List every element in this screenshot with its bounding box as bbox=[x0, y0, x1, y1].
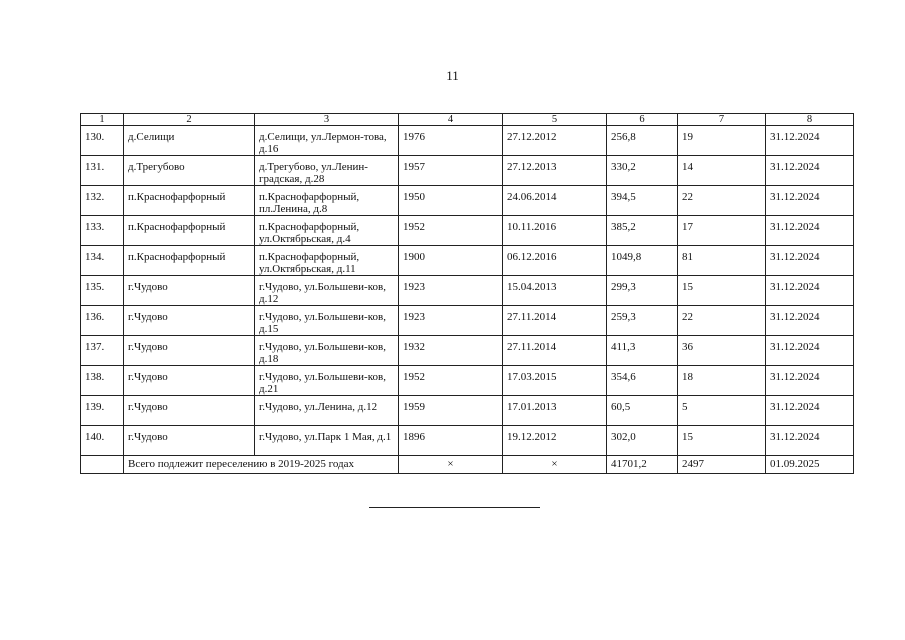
year-built-cell: 1896 bbox=[399, 426, 503, 456]
total-date: × bbox=[503, 456, 607, 474]
address-cell: г.Чудово, ул.Большеви-ков, д.21 bbox=[255, 366, 399, 396]
residents-cell: 22 bbox=[678, 186, 766, 216]
residents-cell: 15 bbox=[678, 276, 766, 306]
residents-cell: 22 bbox=[678, 306, 766, 336]
row-number-cell: 138. bbox=[81, 366, 124, 396]
settlement-cell: г.Чудово bbox=[124, 336, 255, 366]
recognition-date-cell: 19.12.2012 bbox=[503, 426, 607, 456]
column-header: 8 bbox=[766, 114, 854, 126]
closing-rule bbox=[369, 507, 540, 508]
year-built-cell: 1950 bbox=[399, 186, 503, 216]
recognition-date-cell: 27.12.2012 bbox=[503, 126, 607, 156]
settlement-cell: п.Краснофарфорный bbox=[124, 216, 255, 246]
deadline-cell: 31.12.2024 bbox=[766, 126, 854, 156]
settlement-cell: д.Селищи bbox=[124, 126, 255, 156]
table-row bbox=[81, 126, 854, 156]
column-header: 5 bbox=[503, 114, 607, 126]
year-built-cell: 1952 bbox=[399, 216, 503, 246]
table-row bbox=[81, 216, 854, 246]
year-built-cell: 1959 bbox=[399, 396, 503, 426]
deadline-cell: 31.12.2024 bbox=[766, 366, 854, 396]
year-built-cell: 1923 bbox=[399, 276, 503, 306]
row-number-cell: 132. bbox=[81, 186, 124, 216]
row-number-cell: 139. bbox=[81, 396, 124, 426]
recognition-date-cell: 17.01.2013 bbox=[503, 396, 607, 426]
area-cell: 354,6 bbox=[607, 366, 678, 396]
recognition-date-cell: 27.12.2013 bbox=[503, 156, 607, 186]
row-number-cell: 130. bbox=[81, 126, 124, 156]
address-cell: г.Чудово, ул.Большеви-ков, д.12 bbox=[255, 276, 399, 306]
row-number-cell: 136. bbox=[81, 306, 124, 336]
deadline-cell: 31.12.2024 bbox=[766, 336, 854, 366]
address-cell: д.Трегубово, ул.Ленин-градская, д.28 bbox=[255, 156, 399, 186]
table-row bbox=[81, 186, 854, 216]
deadline-cell: 31.12.2024 bbox=[766, 246, 854, 276]
recognition-date-cell: 06.12.2016 bbox=[503, 246, 607, 276]
recognition-date-cell: 15.04.2013 bbox=[503, 276, 607, 306]
area-cell: 60,5 bbox=[607, 396, 678, 426]
page-number: 11 bbox=[446, 68, 459, 83]
area-cell: 302,0 bbox=[607, 426, 678, 456]
table-row bbox=[81, 336, 854, 366]
settlement-cell: г.Чудово bbox=[124, 366, 255, 396]
address-cell: г.Чудово, ул.Большеви-ков, д.18 bbox=[255, 336, 399, 366]
year-built-cell: 1932 bbox=[399, 336, 503, 366]
settlement-cell: п.Краснофарфорный bbox=[124, 246, 255, 276]
table-row bbox=[81, 276, 854, 306]
year-built-cell: 1923 bbox=[399, 306, 503, 336]
deadline-cell: 31.12.2024 bbox=[766, 276, 854, 306]
year-built-cell: 1900 bbox=[399, 246, 503, 276]
total-row bbox=[81, 456, 854, 474]
row-number-cell: 131. bbox=[81, 156, 124, 186]
area-cell: 299,3 bbox=[607, 276, 678, 306]
table-row bbox=[81, 366, 854, 396]
recognition-date-cell: 10.11.2016 bbox=[503, 216, 607, 246]
residents-cell: 36 bbox=[678, 336, 766, 366]
area-cell: 411,3 bbox=[607, 336, 678, 366]
column-header: 7 bbox=[678, 114, 766, 126]
total-people: 2497 bbox=[678, 456, 766, 474]
total-deadline: 01.09.2025 bbox=[766, 456, 854, 474]
residents-cell: 14 bbox=[678, 156, 766, 186]
area-cell: 259,3 bbox=[607, 306, 678, 336]
address-cell: д.Селищи, ул.Лермон-това, д.16 bbox=[255, 126, 399, 156]
recognition-date-cell: 17.03.2015 bbox=[503, 366, 607, 396]
settlement-cell: г.Чудово bbox=[124, 396, 255, 426]
residents-cell: 17 bbox=[678, 216, 766, 246]
table-row bbox=[81, 306, 854, 336]
address-cell: п.Краснофарфорный, ул.Октябрьская, д.11 bbox=[255, 246, 399, 276]
settlement-cell: п.Краснофарфорный bbox=[124, 186, 255, 216]
column-header: 3 bbox=[255, 114, 399, 126]
year-built-cell: 1957 bbox=[399, 156, 503, 186]
settlement-cell: г.Чудово bbox=[124, 426, 255, 456]
row-number-cell: 135. bbox=[81, 276, 124, 306]
column-header: 6 bbox=[607, 114, 678, 126]
deadline-cell: 31.12.2024 bbox=[766, 156, 854, 186]
address-cell: п.Краснофарфорный, ул.Октябрьская, д.4 bbox=[255, 216, 399, 246]
deadline-cell: 31.12.2024 bbox=[766, 396, 854, 426]
total-num-cell bbox=[81, 456, 124, 474]
area-cell: 330,2 bbox=[607, 156, 678, 186]
recognition-date-cell: 27.11.2014 bbox=[503, 306, 607, 336]
total-area: 41701,2 bbox=[607, 456, 678, 474]
table-row bbox=[81, 156, 854, 186]
deadline-cell: 31.12.2024 bbox=[766, 186, 854, 216]
residents-cell: 19 bbox=[678, 126, 766, 156]
deadline-cell: 31.12.2024 bbox=[766, 216, 854, 246]
row-number-cell: 140. bbox=[81, 426, 124, 456]
column-header: 2 bbox=[124, 114, 255, 126]
area-cell: 1049,8 bbox=[607, 246, 678, 276]
table-row bbox=[81, 426, 854, 456]
deadline-cell: 31.12.2024 bbox=[766, 426, 854, 456]
year-built-cell: 1952 bbox=[399, 366, 503, 396]
row-number-cell: 133. bbox=[81, 216, 124, 246]
column-number-row bbox=[81, 114, 854, 126]
address-cell: г.Чудово, ул.Парк 1 Мая, д.1 bbox=[255, 426, 399, 456]
recognition-date-cell: 27.11.2014 bbox=[503, 336, 607, 366]
total-label: Всего подлежит переселению в 2019-2025 годах bbox=[124, 456, 399, 474]
table-row bbox=[81, 246, 854, 276]
address-cell: г.Чудово, ул.Ленина, д.12 bbox=[255, 396, 399, 426]
area-cell: 256,8 bbox=[607, 126, 678, 156]
table-row bbox=[81, 396, 854, 426]
resettlement-table bbox=[80, 113, 854, 474]
residents-cell: 5 bbox=[678, 396, 766, 426]
address-cell: п.Краснофарфорный, пл.Ленина, д.8 bbox=[255, 186, 399, 216]
recognition-date-cell: 24.06.2014 bbox=[503, 186, 607, 216]
address-cell: г.Чудово, ул.Большеви-ков, д.15 bbox=[255, 306, 399, 336]
row-number-cell: 137. bbox=[81, 336, 124, 366]
year-built-cell: 1976 bbox=[399, 126, 503, 156]
residents-cell: 81 bbox=[678, 246, 766, 276]
settlement-cell: г.Чудово bbox=[124, 306, 255, 336]
row-number-cell: 134. bbox=[81, 246, 124, 276]
area-cell: 394,5 bbox=[607, 186, 678, 216]
total-year: × bbox=[399, 456, 503, 474]
column-header: 1 bbox=[81, 114, 124, 126]
residents-cell: 15 bbox=[678, 426, 766, 456]
residents-cell: 18 bbox=[678, 366, 766, 396]
settlement-cell: д.Трегубово bbox=[124, 156, 255, 186]
column-header: 4 bbox=[399, 114, 503, 126]
area-cell: 385,2 bbox=[607, 216, 678, 246]
deadline-cell: 31.12.2024 bbox=[766, 306, 854, 336]
settlement-cell: г.Чудово bbox=[124, 276, 255, 306]
